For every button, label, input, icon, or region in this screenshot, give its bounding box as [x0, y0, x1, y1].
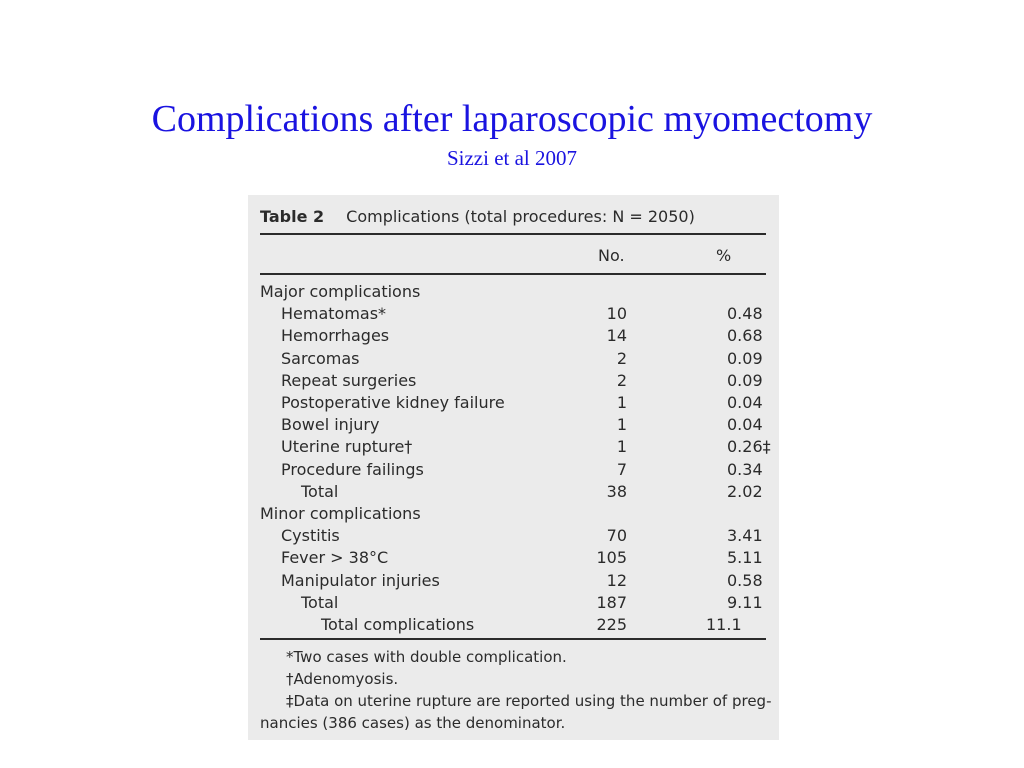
row-percent: 0.34	[727, 459, 763, 479]
footnote-double-dagger-continued: nancies (386 cases) as the denominator.	[260, 714, 566, 732]
footnote-dagger: †Adenomyosis.	[286, 670, 399, 688]
row-count: 14	[606, 326, 627, 346]
table-caption-text: Complications (total procedures: N = 2050)	[346, 207, 695, 226]
row-count: 38	[606, 481, 627, 501]
row-percent: 0.04	[727, 393, 763, 412]
table-row	[248, 503, 779, 525]
row-percent: 2.02	[727, 481, 763, 501]
table-row	[248, 481, 779, 503]
row-percent: 3.41	[727, 526, 763, 546]
table-number: Table 2	[260, 207, 325, 226]
row-label: Minor complications	[260, 504, 421, 523]
row-label: Procedure failings	[281, 459, 424, 479]
table-caption	[260, 205, 695, 229]
table-row	[248, 348, 779, 370]
row-percent: 0.58	[727, 570, 763, 590]
table-row	[248, 547, 779, 569]
column-header-no: No.	[598, 246, 625, 265]
row-label: Postoperative kidney failure	[281, 393, 505, 412]
column-header-percent: %	[716, 246, 732, 265]
row-label: Total	[301, 592, 339, 612]
row-count: 70	[606, 526, 627, 546]
top-rule	[260, 233, 766, 235]
footnote-double-dagger: ‡Data on uterine rupture are reported using the number of preg-	[286, 692, 772, 710]
complications-table	[248, 195, 779, 740]
row-label: Total	[301, 481, 339, 501]
row-label: Major complications	[260, 282, 421, 301]
row-count: 7	[616, 459, 627, 479]
row-percent: 9.11	[727, 592, 763, 612]
footnote-asterisk: *Two cases with double complication.	[286, 648, 567, 666]
table-row	[248, 459, 779, 481]
table-row	[248, 281, 779, 303]
row-percent: 0.09	[727, 370, 763, 390]
header-rule	[260, 273, 766, 275]
table-row	[248, 303, 779, 325]
row-count: 1	[616, 437, 627, 457]
table-row	[248, 370, 779, 392]
row-count: 2	[616, 370, 627, 390]
slide-subtitle: Sizzi et al 2007	[446, 146, 578, 170]
row-label: Cystitis	[281, 526, 340, 546]
bottom-rule	[260, 638, 766, 640]
row-percent: 0.04	[727, 415, 763, 435]
row-label: Manipulator injuries	[281, 570, 440, 590]
row-label: Sarcomas	[281, 348, 360, 368]
row-count: 225	[596, 615, 627, 634]
table-row	[248, 570, 779, 592]
table-row	[248, 592, 779, 614]
row-label: Hematomas*	[281, 304, 387, 324]
row-label: Uterine rupture†	[281, 437, 413, 457]
table-row	[248, 392, 779, 414]
row-label: Total complications	[321, 615, 475, 634]
row-label: Hemorrhages	[281, 326, 390, 346]
row-percent: 5.11	[727, 548, 763, 568]
slide-title: Complications after laparoscopic myomectomy	[151, 98, 873, 140]
row-percent: 0.26‡	[727, 437, 771, 457]
row-label: Bowel injury	[281, 415, 380, 435]
table-row	[248, 436, 779, 458]
row-percent: 0.48	[727, 304, 763, 324]
table-row	[248, 414, 779, 436]
row-label: Repeat surgeries	[281, 370, 417, 390]
row-percent: 0.68	[727, 326, 763, 346]
row-count: 187	[596, 592, 627, 612]
row-count: 105	[596, 548, 627, 568]
table-row	[248, 525, 779, 547]
row-count: 10	[606, 304, 627, 324]
row-count: 1	[616, 393, 627, 412]
row-count: 1	[616, 415, 627, 435]
table-row	[248, 325, 779, 347]
row-percent: 11.1	[706, 615, 742, 634]
row-label: Fever > 38°C	[281, 548, 389, 568]
table-footnotes	[260, 646, 770, 734]
row-percent: 0.09	[727, 348, 763, 368]
row-count: 12	[606, 570, 627, 590]
row-count: 2	[616, 348, 627, 368]
table-row	[248, 614, 779, 636]
